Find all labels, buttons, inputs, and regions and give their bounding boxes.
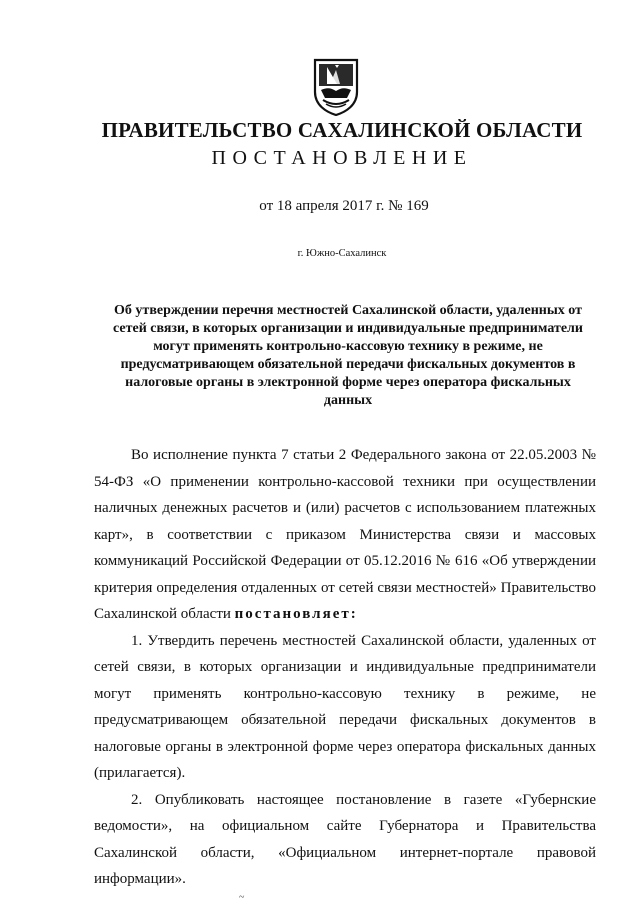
- document-body: [94, 442, 596, 893]
- decree-word: постановляет:: [234, 606, 358, 622]
- government-title: ПРАВИТЕЛЬСТВО САХАЛИНСКОЙ ОБЛАСТИ: [101, 118, 583, 142]
- sakhalin-coat-of-arms-icon: [313, 58, 359, 116]
- footer-mark: ~: [239, 892, 245, 903]
- document-date-number: от 18 апреля 2017 г. № 169: [259, 198, 429, 214]
- preamble-paragraph: [94, 442, 596, 628]
- clause-1-paragraph: 1. Утвердить перечень местностей Сахалинской области, удаленных от сетей связи, в которых организации и индивидуальные предприниматели могут применять контрольно-кассовую технику в режиме, не предусматривающем обязательной передачи фискальных документов в налоговые органы в электронной форме через оператора фискальных данных (прилагается).: [94, 632, 596, 781]
- document-city: г. Южно-Сахалинск: [297, 248, 387, 259]
- clause-2-paragraph: 2. Опубликовать настоящее постановление в газете «Губернские ведомости», на официальном сайте Губернатора и Правительства Сахалинской области, «Официальном интернет-портале правовой информации».: [94, 791, 596, 887]
- document-type: ПОСТАНОВЛЕНИЕ: [211, 147, 473, 169]
- preamble-text: Во исполнение пункта 7 статьи 2 Федерального закона от 22.05.2003 № 54-ФЗ «О применении контрольно-кассовой техники при осуществлении наличных денежных расчетов и (или) расчетов с использованием платежных карт», в соответствии с приказом Министерства связи и массовых коммуникаций Российской Федерации от 05.12.2016 № 616 «Об утверждении критерия определения отдаленных от сетей связи местностей» Правительство Сахалинской области: [94, 447, 596, 622]
- document-heading: Об утверждении перечня местностей Сахалинской области, удаленных от сетей связи, в которых организации и индивидуальные предприниматели могут применять контрольно-кассовую технику в режиме, не предусматривающем обязательной передачи фискальных документов в налоговые органы в электронной форме через оператора фискальных данных: [113, 303, 583, 408]
